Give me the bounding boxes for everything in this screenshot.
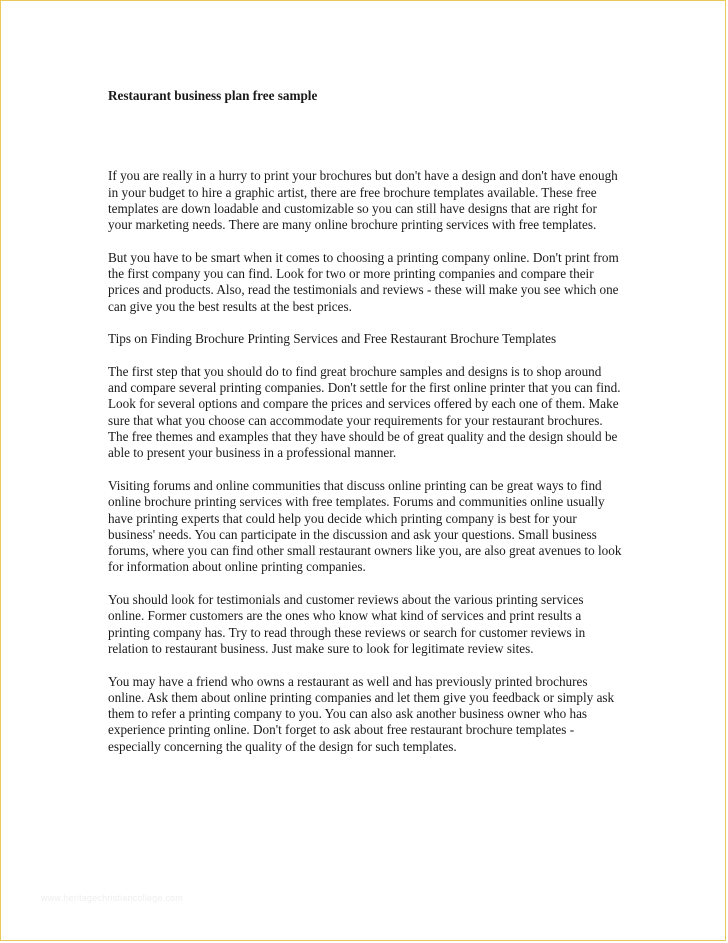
paragraph-intro: If you are really in a hurry to print your brochures but don't have a design and don't have enough in your budget to hire a graphic artist, there are free brochure templates available. These free templates are down loadable and customizable so you can still have designs that are right for your marketing needs. There are many online brochure printing services with free templates. xyxy=(108,168,618,233)
paragraph-friend: You may have a friend who owns a restaurant as well and has previously printed brochures online. Ask them about online printing companies and let them give you feedback or simply ask them to refer a printing company to you. You can also ask another business owner who has experience printing online. Don't forget to ask about free restaurant brochure templates - especially concerning the quality of the design for such templates. xyxy=(108,673,615,754)
paragraph-choose-company: But you have to be smart when it comes to choosing a printing company online. Don't print from the first company you can find. Look for two or more printing companies and compare their prices and products. Also, read the testimonials and reviews - these will make you see which one can give you the best results at the best prices. xyxy=(108,249,619,314)
paragraph-testimonials: You should look for testimonials and customer reviews about the various printing services online. Former customers are the ones who know what kind of services and print results a printing company has. Try to read through these reviews or search for customer reviews in relation to restaurant business. Just make sure to look for legitimate review sites. xyxy=(108,592,586,656)
document-body xyxy=(108,88,623,771)
paragraph-first-step: The first step that you should do to find great brochure samples and designs is to shop around and compare several printing companies. Don't settle for the first online printer that you can find. Look for several options and compare the prices and services offered by each one of them. Make sure that what you choose can accommodate your requirements for your restaurant brochures. The free themes and examples that they have should be of great quality and the design should be able to present your business in a professional manner. xyxy=(108,363,621,461)
paragraph-forums: Visiting forums and online communities that discuss online printing can be great ways to find online brochure printing services with free templates. Forums and communities online usually have printing experts that could help you decide which printing company is best for your business' needs. You can participate in the discussion and ask your questions. Small business forums, where you can find other small restaurant owners like you, are also great avenues to look for information about online printing companies. xyxy=(108,477,622,575)
document-title: Restaurant business plan free sample xyxy=(108,88,318,103)
section-heading-tips: Tips on Finding Brochure Printing Services and Free Restaurant Brochure Templates xyxy=(108,331,557,347)
watermark-text: www.heritagechristiancollege.com xyxy=(41,893,183,903)
